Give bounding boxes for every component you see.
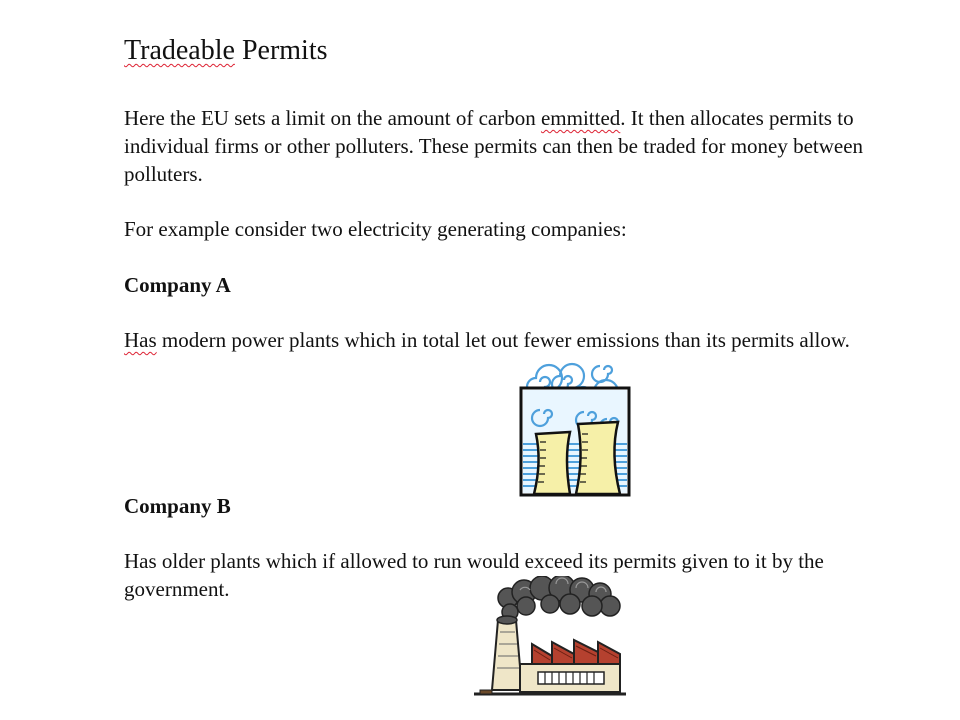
tower-left: [534, 432, 570, 494]
title-permits: Permits: [241, 35, 328, 66]
title-tradeable: Tradeable: [124, 35, 235, 66]
company-a-heading: Company A: [124, 273, 231, 297]
chimney: [492, 620, 522, 690]
smokestack-factory-icon: [470, 576, 630, 698]
company-a-description: Has modern power plants which in total let out fewer emissions than its permits allow.: [124, 328, 850, 352]
spellcheck-word: emmitted: [540, 106, 621, 130]
spellcheck-word: Has: [124, 328, 157, 352]
example-intro: For example consider two electricity generating companies:: [124, 217, 627, 241]
company-b-heading: Company B: [124, 494, 231, 518]
company-b-description: Has older plants which if allowed to run would exceed its permits given to it by the government.: [124, 549, 824, 601]
smoke-icon: [498, 576, 620, 620]
intro-paragraph: Here the EU sets a limit on the amount of carbon emmitted. It then allocates permits to individual firms or other polluters. These permits can then be traded for money between polluters.: [124, 106, 864, 186]
cooling-towers-icon: [518, 358, 634, 498]
page-title: [124, 31, 328, 71]
